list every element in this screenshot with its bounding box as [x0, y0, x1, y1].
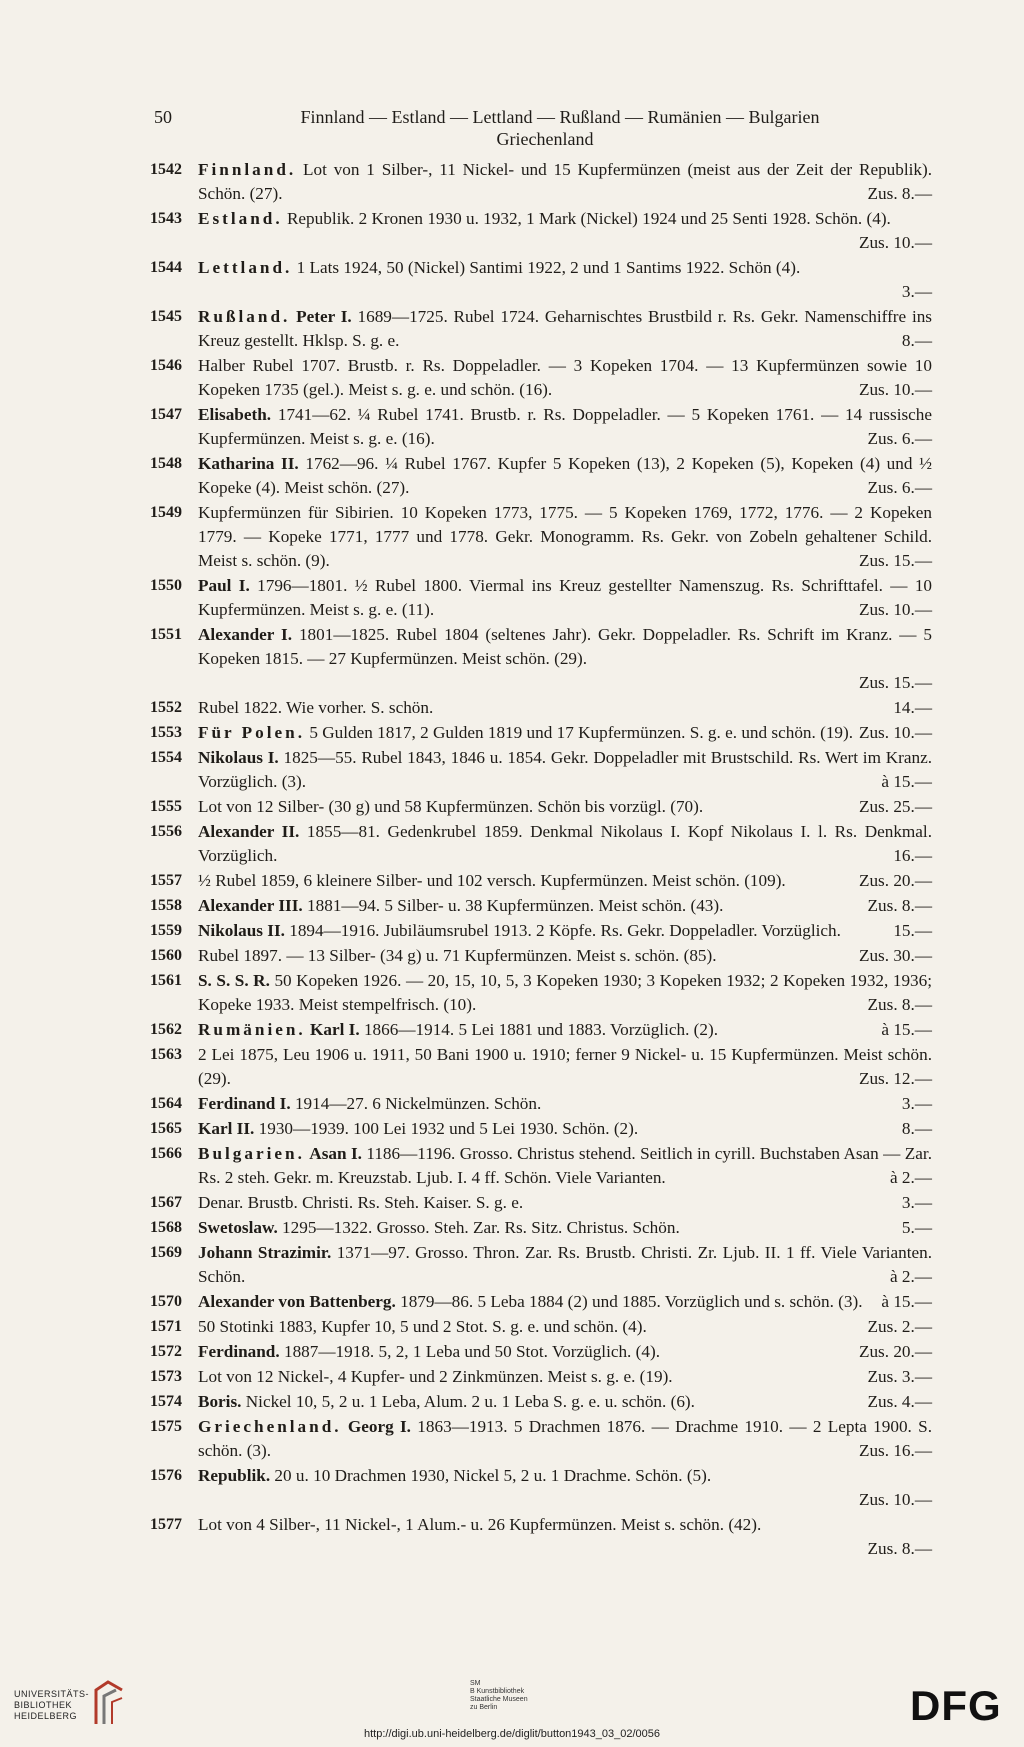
lot-price: Zus. 25.— — [858, 797, 932, 816]
lot-number: 1543 — [150, 210, 182, 227]
lot-price: Zus. 10.— — [858, 380, 932, 399]
lot-entry — [150, 1191, 940, 1215]
lot-entry — [150, 1117, 940, 1141]
country-heading: Griechenland. — [198, 1417, 342, 1436]
lot-number: 1574 — [150, 1393, 182, 1410]
lot-description — [198, 1365, 932, 1389]
lot-price: Zus. 6.— — [867, 429, 932, 448]
lot-text: 20 u. 10 Drachmen 1930, Nickel 5, 2 u. 1 Drachme. Schön. (5). — [274, 1466, 712, 1485]
lot-text: 1689—1725. Rubel 1724. Geharnischtes Brustbild r. Rs. Gekr. Namenschiffre ins Kreuz gestellt. Hklsp. S. g. e. — [198, 307, 932, 350]
lot-price: 3.— — [901, 1094, 932, 1113]
lot-description — [198, 623, 932, 695]
lot-description — [198, 1018, 932, 1042]
lot-entry — [150, 944, 940, 968]
lot-price: Zus. 30.— — [858, 946, 932, 965]
lot-description — [198, 1390, 932, 1414]
lot-number: 1566 — [150, 1145, 182, 1162]
lot-entry — [150, 574, 940, 622]
lot-description — [198, 403, 932, 451]
lot-number: 1553 — [150, 724, 182, 741]
lot-price: Zus. 8.— — [867, 184, 932, 203]
lot-description — [198, 1290, 932, 1314]
lot-price: Zus. 15.— — [858, 673, 932, 692]
lot-number: 1568 — [150, 1219, 182, 1236]
lot-text: 1855—81. Gedenkrubel 1859. Denkmal Nikolaus I. Kopf Nikolaus I. l. Rs. Denkmal. Vorzüglich. — [198, 822, 933, 865]
lot-number: 1576 — [150, 1467, 182, 1484]
lot-description — [198, 354, 932, 402]
lot-number: 1573 — [150, 1368, 182, 1385]
lot-entry — [150, 1216, 940, 1240]
lot-number: 1577 — [150, 1516, 182, 1533]
university-logo-icon — [92, 1680, 126, 1726]
library-stamp — [470, 1680, 528, 1712]
lot-description — [198, 1241, 932, 1289]
lot-number: 1548 — [150, 455, 182, 472]
lot-number: 1563 — [150, 1046, 182, 1063]
lot-text: Lot von 12 Silber- (30 g) und 58 Kupfermünzen. Schön bis vorzügl. (70). — [198, 797, 704, 816]
lot-number: 1558 — [150, 897, 182, 914]
lot-entry — [150, 696, 940, 720]
lot-text: Rubel 1897. — 13 Silber- (34 g) u. 71 Kupfermünzen. Meist s. schön. (85). — [198, 946, 717, 965]
lot-entry — [150, 1142, 940, 1190]
lot-price: à 15.— — [881, 1292, 932, 1311]
ruler-name: Karl I. — [310, 1020, 360, 1039]
ruler-name: Alexander II. — [198, 822, 300, 841]
source-url[interactable]: http://digi.ub.uni-heidelberg.de/diglit/button1943_03_02/0056 — [363, 1728, 661, 1740]
lot-entry — [150, 1290, 940, 1314]
header-title-line1: Finnland — Estland — Lettland — Rußland — Rumänien — Bulgarien — [300, 107, 820, 127]
lot-description — [198, 1415, 932, 1463]
ruler-name: Katharina II. — [198, 454, 299, 473]
lot-price: Zus. 16.— — [858, 1441, 932, 1460]
lot-entry — [150, 795, 940, 819]
lot-text: 50 Stotinki 1883, Kupfer 10, 5 und 2 Stot. S. g. e. und schön. (4). — [198, 1317, 647, 1336]
lot-text: 1866—1914. 5 Lei 1881 und 1883. Vorzüglich. (2). — [363, 1020, 719, 1039]
lot-price: Zus. 6.— — [867, 478, 932, 497]
country-heading: Bulgarien. — [198, 1144, 305, 1163]
lot-entry — [150, 1415, 940, 1463]
country-heading: Für Polen. — [198, 723, 306, 742]
lot-entry — [150, 820, 940, 868]
ruler-name: Alexander I. — [198, 625, 292, 644]
lot-price: Zus. 20.— — [858, 871, 932, 890]
lot-description — [198, 207, 932, 255]
lot-text: 1881—94. 5 Silber- u. 38 Kupfermünzen. Meist schön. (43). — [307, 896, 724, 915]
lot-text: 1371—97. Grosso. Thron. Zar. Rs. Brustb. Christi. Zr. Ljub. II. 1 ff. Viele Varianten. Schön. — [198, 1243, 933, 1286]
lot-text: Nickel 10, 5, 2 u. 1 Leba, Alum. 2 u. 1 Leba S. g. e. u. schön. (6). — [245, 1392, 695, 1411]
lot-text: 50 Kopeken 1926. — 20, 15, 10, 5, 3 Kopeken 1930; 3 Kopeken 1932; 2 Kopeken 1932, 1936; Kopeke 1933. Meist stempelfrisch. (10). — [198, 971, 933, 1014]
lot-price: 14.— — [893, 698, 932, 717]
lot-number: 1551 — [150, 626, 182, 643]
university-label — [14, 1689, 89, 1722]
lot-text: Kupfermünzen für Sibirien. 10 Kopeken 1773, 1775. — 5 Kopeken 1769, 1772, 1776. — 2 Kopeken 1779. — Kopeke 1771, 1777 und 1778. Gekr. Monogramm. Rs. Gekr. von Zobeln gehaltener Schild. Meist s. schön. (9). — [198, 503, 932, 570]
lot-price: 8.— — [901, 331, 932, 350]
lot-description — [198, 696, 932, 720]
lot-price: Zus. 3.— — [867, 1367, 932, 1386]
lot-description — [198, 501, 932, 573]
lot-text: Lot von 1 Silber-, 11 Nickel- und 15 Kupfermünzen (meist aus der Zeit der Republik). Schön. (27). — [198, 160, 933, 203]
lot-description — [198, 1315, 932, 1339]
lot-text: 1914—27. 6 Nickelmünzen. Schön. — [294, 1094, 542, 1113]
lot-entry — [150, 919, 940, 943]
country-heading: Rumänien. — [198, 1020, 306, 1039]
lot-text: 1 Lats 1924, 50 (Nickel) Santimi 1922, 2 und 1 Santims 1922. Schön (4). — [296, 258, 801, 277]
ruler-name: Johann Strazimir. — [198, 1243, 332, 1262]
lot-description — [198, 574, 932, 622]
lot-price: à 15.— — [881, 1020, 932, 1039]
lot-text: 1801—1825. Rubel 1804 (seltenes Jahr). Gekr. Doppeladler. Rs. Schrift im Kranz. — 5 Kopeken 1815. — 27 Kupfermünzen. Meist schön. (29). — [198, 625, 933, 668]
ruler-name: Alexander III. — [198, 896, 303, 915]
lot-text: Rubel 1822. Wie vorher. S. schön. — [198, 698, 434, 717]
lot-description — [198, 746, 932, 794]
lot-price: Zus. 8.— — [867, 896, 932, 915]
lot-text: 1741—62. ¼ Rubel 1741. Brustb. r. Rs. Doppeladler. — 5 Kopeken 1761. — 14 russische Kupfermünzen. Meist s. g. e. (16). — [198, 405, 933, 448]
lot-entry — [150, 354, 940, 402]
dfg-logo: DFG — [910, 1682, 1002, 1729]
lot-number: 1572 — [150, 1343, 182, 1360]
lot-description — [198, 1513, 932, 1561]
lot-price: 5.— — [901, 1218, 932, 1237]
lot-number: 1559 — [150, 922, 182, 939]
lot-text: Lot von 4 Silber-, 11 Nickel-, 1 Alum.- u. 26 Kupfermünzen. Meist s. schön. (42). — [198, 1515, 762, 1534]
lot-description — [198, 1191, 932, 1215]
lot-price: à 15.— — [881, 772, 932, 791]
country-heading: Rußland. — [198, 307, 291, 326]
stamp-line: SM — [470, 1680, 481, 1687]
lot-number: 1544 — [150, 259, 182, 276]
lot-text: 1930—1939. 100 Lei 1932 und 5 Lei 1930. Schön. (2). — [258, 1119, 639, 1138]
lot-number: 1557 — [150, 872, 182, 889]
ruler-name: Paul I. — [198, 576, 250, 595]
lot-price: Zus. 10.— — [858, 1490, 932, 1509]
ruler-name: Nikolaus II. — [198, 921, 285, 940]
lot-number: 1575 — [150, 1418, 182, 1435]
lot-entry — [150, 207, 940, 255]
lot-number: 1561 — [150, 972, 182, 989]
lot-number: 1547 — [150, 406, 182, 423]
stamp-line: B Kunstbibliothek — [470, 1688, 525, 1695]
lot-text: 1295—1322. Grosso. Steh. Zar. Rs. Sitz. Christus. Schön. — [282, 1218, 680, 1237]
university-line: UNIVERSITÄTS- — [14, 1689, 90, 1699]
ruler-name: Swetoslaw. — [198, 1218, 278, 1237]
lot-price: Zus. 4.— — [867, 1392, 932, 1411]
lot-number: 1564 — [150, 1095, 182, 1112]
lot-text: Republik. 2 Kronen 1930 u. 1932, 1 Mark (Nickel) 1924 und 25 Senti 1928. Schön. (4). — [286, 209, 891, 228]
lot-entry — [150, 746, 940, 794]
lot-text: 5 Gulden 1817, 2 Gulden 1819 und 17 Kupfermünzen. S. g. e. und schön. (19). — [309, 723, 854, 742]
lot-text: 1879—86. 5 Leba 1884 (2) und 1885. Vorzüglich und s. schön. (3). — [400, 1292, 863, 1311]
lot-number: 1545 — [150, 308, 182, 325]
lot-entry — [150, 894, 940, 918]
lot-price: 15.— — [893, 921, 932, 940]
lot-number: 1569 — [150, 1244, 182, 1261]
lot-price: 8.— — [901, 1119, 932, 1138]
lot-description — [198, 158, 932, 206]
lot-description — [198, 305, 932, 353]
lot-number: 1554 — [150, 749, 182, 766]
ruler-name: Ferdinand I. — [198, 1094, 291, 1113]
lot-description — [198, 919, 932, 943]
lot-number: 1546 — [150, 357, 182, 374]
lot-text: 2 Lei 1875, Leu 1906 u. 1911, 50 Bani 1900 u. 1910; ferner 9 Nickel- u. 15 Kupfermünzen. Meist schön. (29). — [198, 1045, 932, 1088]
lot-entry — [150, 969, 940, 1017]
lot-price: Zus. 2.— — [867, 1317, 932, 1336]
lot-description — [198, 1117, 932, 1141]
lot-entry — [150, 1092, 940, 1116]
lot-number: 1552 — [150, 699, 182, 716]
university-line: BIBLIOTHEK — [14, 1700, 73, 1710]
ruler-name: Ferdinand. — [198, 1342, 280, 1361]
stamp-line: zu Berlin — [470, 1704, 498, 1711]
lot-price: Zus. 15.— — [858, 551, 932, 570]
lot-price: à 2.— — [889, 1267, 932, 1286]
country-heading: Lettland. — [198, 258, 293, 277]
lot-price: 16.— — [893, 846, 932, 865]
lot-entry — [150, 1390, 940, 1414]
lot-price: 3.— — [901, 282, 932, 301]
lot-entry — [150, 403, 940, 451]
lot-price: Zus. 10.— — [858, 233, 932, 252]
university-line: HEIDELBERG — [14, 1711, 78, 1721]
lot-entry — [150, 869, 940, 893]
lot-entry — [150, 305, 940, 353]
lot-entry — [150, 1513, 940, 1561]
ruler-name: Republik. — [198, 1466, 271, 1485]
lot-text: 1796—1801. ½ Rubel 1800. Viermal ins Kreuz gestellter Namenszug. Rs. Schrifttafel. — 10 Kupfermünzen. Meist s. g. e. (11). — [198, 576, 933, 619]
lot-entry — [150, 256, 940, 304]
lot-number: 1565 — [150, 1120, 182, 1137]
lot-entry — [150, 1365, 940, 1389]
lot-description — [198, 944, 932, 968]
lot-number: 1542 — [150, 161, 182, 178]
ruler-name: Nikolaus I. — [198, 748, 279, 767]
page-header — [150, 106, 940, 150]
country-heading: Finnland. — [198, 160, 297, 179]
lot-number: 1567 — [150, 1194, 182, 1211]
ruler-name: Asan I. — [309, 1144, 362, 1163]
lot-price: Zus. 12.— — [858, 1069, 932, 1088]
lot-entry — [150, 721, 940, 745]
lot-text: 1825—55. Rubel 1843, 1846 u. 1854. Gekr. Doppeladler mit Brustschild. Rs. Wert im Kranz. Vorzüglich. (3). — [198, 748, 932, 791]
lot-entry — [150, 1043, 940, 1091]
lot-entry — [150, 452, 940, 500]
lot-price: 3.— — [901, 1193, 932, 1212]
lot-description — [198, 1464, 932, 1512]
lot-price: Zus. 8.— — [867, 995, 932, 1014]
lot-number: 1570 — [150, 1293, 182, 1310]
lot-number: 1556 — [150, 823, 182, 840]
lot-text: 1762—96. ¼ Rubel 1767. Kupfer 5 Kopeken (13), 2 Kopeken (5), Kopeken (4) und ½ Kopeke (4). Meist schön. (27). — [198, 454, 933, 497]
ruler-name: Elisabeth. — [198, 405, 272, 424]
ruler-name: Karl II. — [198, 1119, 255, 1138]
lot-entry — [150, 1018, 940, 1042]
ruler-name: Georg I. — [347, 1417, 411, 1436]
lot-description — [198, 721, 932, 745]
lot-number: 1550 — [150, 577, 182, 594]
ruler-name: Alexander von Battenberg. — [198, 1292, 396, 1311]
lot-entry — [150, 158, 940, 206]
lot-text: Lot von 12 Nickel-, 4 Kupfer- und 2 Zinkmünzen. Meist s. g. e. (19). — [198, 1367, 673, 1386]
lot-description — [198, 452, 932, 500]
lot-description — [198, 1340, 932, 1364]
lot-description — [198, 256, 932, 304]
lot-text: 1894—1916. Jubiläumsrubel 1913. 2 Köpfe. Rs. Gekr. Doppeladler. Vorzüglich. — [289, 921, 841, 940]
ruler-name: S. S. S. R. — [198, 971, 270, 990]
lot-description — [198, 1043, 932, 1091]
header-title-line2: Griechenland — [496, 129, 594, 149]
lot-description — [198, 1092, 932, 1116]
ruler-name: Boris. — [198, 1392, 242, 1411]
lot-price: Zus. 10.— — [858, 600, 932, 619]
lot-price: Zus. 10.— — [858, 723, 932, 742]
lot-number: 1555 — [150, 798, 182, 815]
lot-description — [198, 869, 932, 893]
lot-entry — [150, 1241, 940, 1289]
ruler-name: Peter I. — [296, 307, 352, 326]
lot-description — [198, 1216, 932, 1240]
lot-price: à 2.— — [889, 1168, 932, 1187]
lot-text: 1186—1196. Grosso. Christus stehend. Seitlich in cyrill. Buchstaben Asan — Zar. Rs. 2 steh. Gekr. m. Kreuzstab. Ljub. I. 4 ff. Schön. Viele Varianten. — [198, 1144, 932, 1187]
lot-text: Halber Rubel 1707. Brustb. r. Rs. Doppeladler. — 3 Kopeken 1704. — 13 Kupfermünzen sowie 10 Kopeken 1735 (gel.). Meist s. g. e. und schön. (16). — [198, 356, 932, 399]
lot-description — [198, 820, 932, 868]
lot-price: Zus. 20.— — [858, 1342, 932, 1361]
lot-entry — [150, 1315, 940, 1339]
lot-entry — [150, 1464, 940, 1512]
stamp-line: Staatliche Museen — [470, 1696, 528, 1703]
lot-text: 1863—1913. 5 Drachmen 1876. — Drachme 1910. — 2 Lepta 1900. S. schön. (3). — [198, 1417, 933, 1460]
lot-entry — [150, 1340, 940, 1364]
lot-description — [198, 1142, 932, 1190]
lot-text: ½ Rubel 1859, 6 kleinere Silber- und 102 versch. Kupfermünzen. Meist schön. (109). — [198, 871, 786, 890]
lot-price: Zus. 8.— — [867, 1539, 932, 1558]
page-number: 50 — [154, 107, 172, 127]
lot-number: 1571 — [150, 1318, 182, 1335]
lot-description — [198, 969, 932, 1017]
lot-text: Denar. Brustb. Christi. Rs. Steh. Kaiser. S. g. e. — [198, 1193, 524, 1212]
lot-description — [198, 795, 932, 819]
lot-entry — [150, 623, 940, 695]
lot-description — [198, 894, 932, 918]
country-heading: Estland. — [198, 209, 283, 228]
lot-number: 1549 — [150, 504, 182, 521]
lot-text: 1887—1918. 5, 2, 1 Leba und 50 Stot. Vorzüglich. (4). — [283, 1342, 660, 1361]
lot-list — [150, 158, 940, 1562]
lot-entry — [150, 501, 940, 573]
lot-number: 1560 — [150, 947, 182, 964]
lot-number: 1562 — [150, 1021, 182, 1038]
